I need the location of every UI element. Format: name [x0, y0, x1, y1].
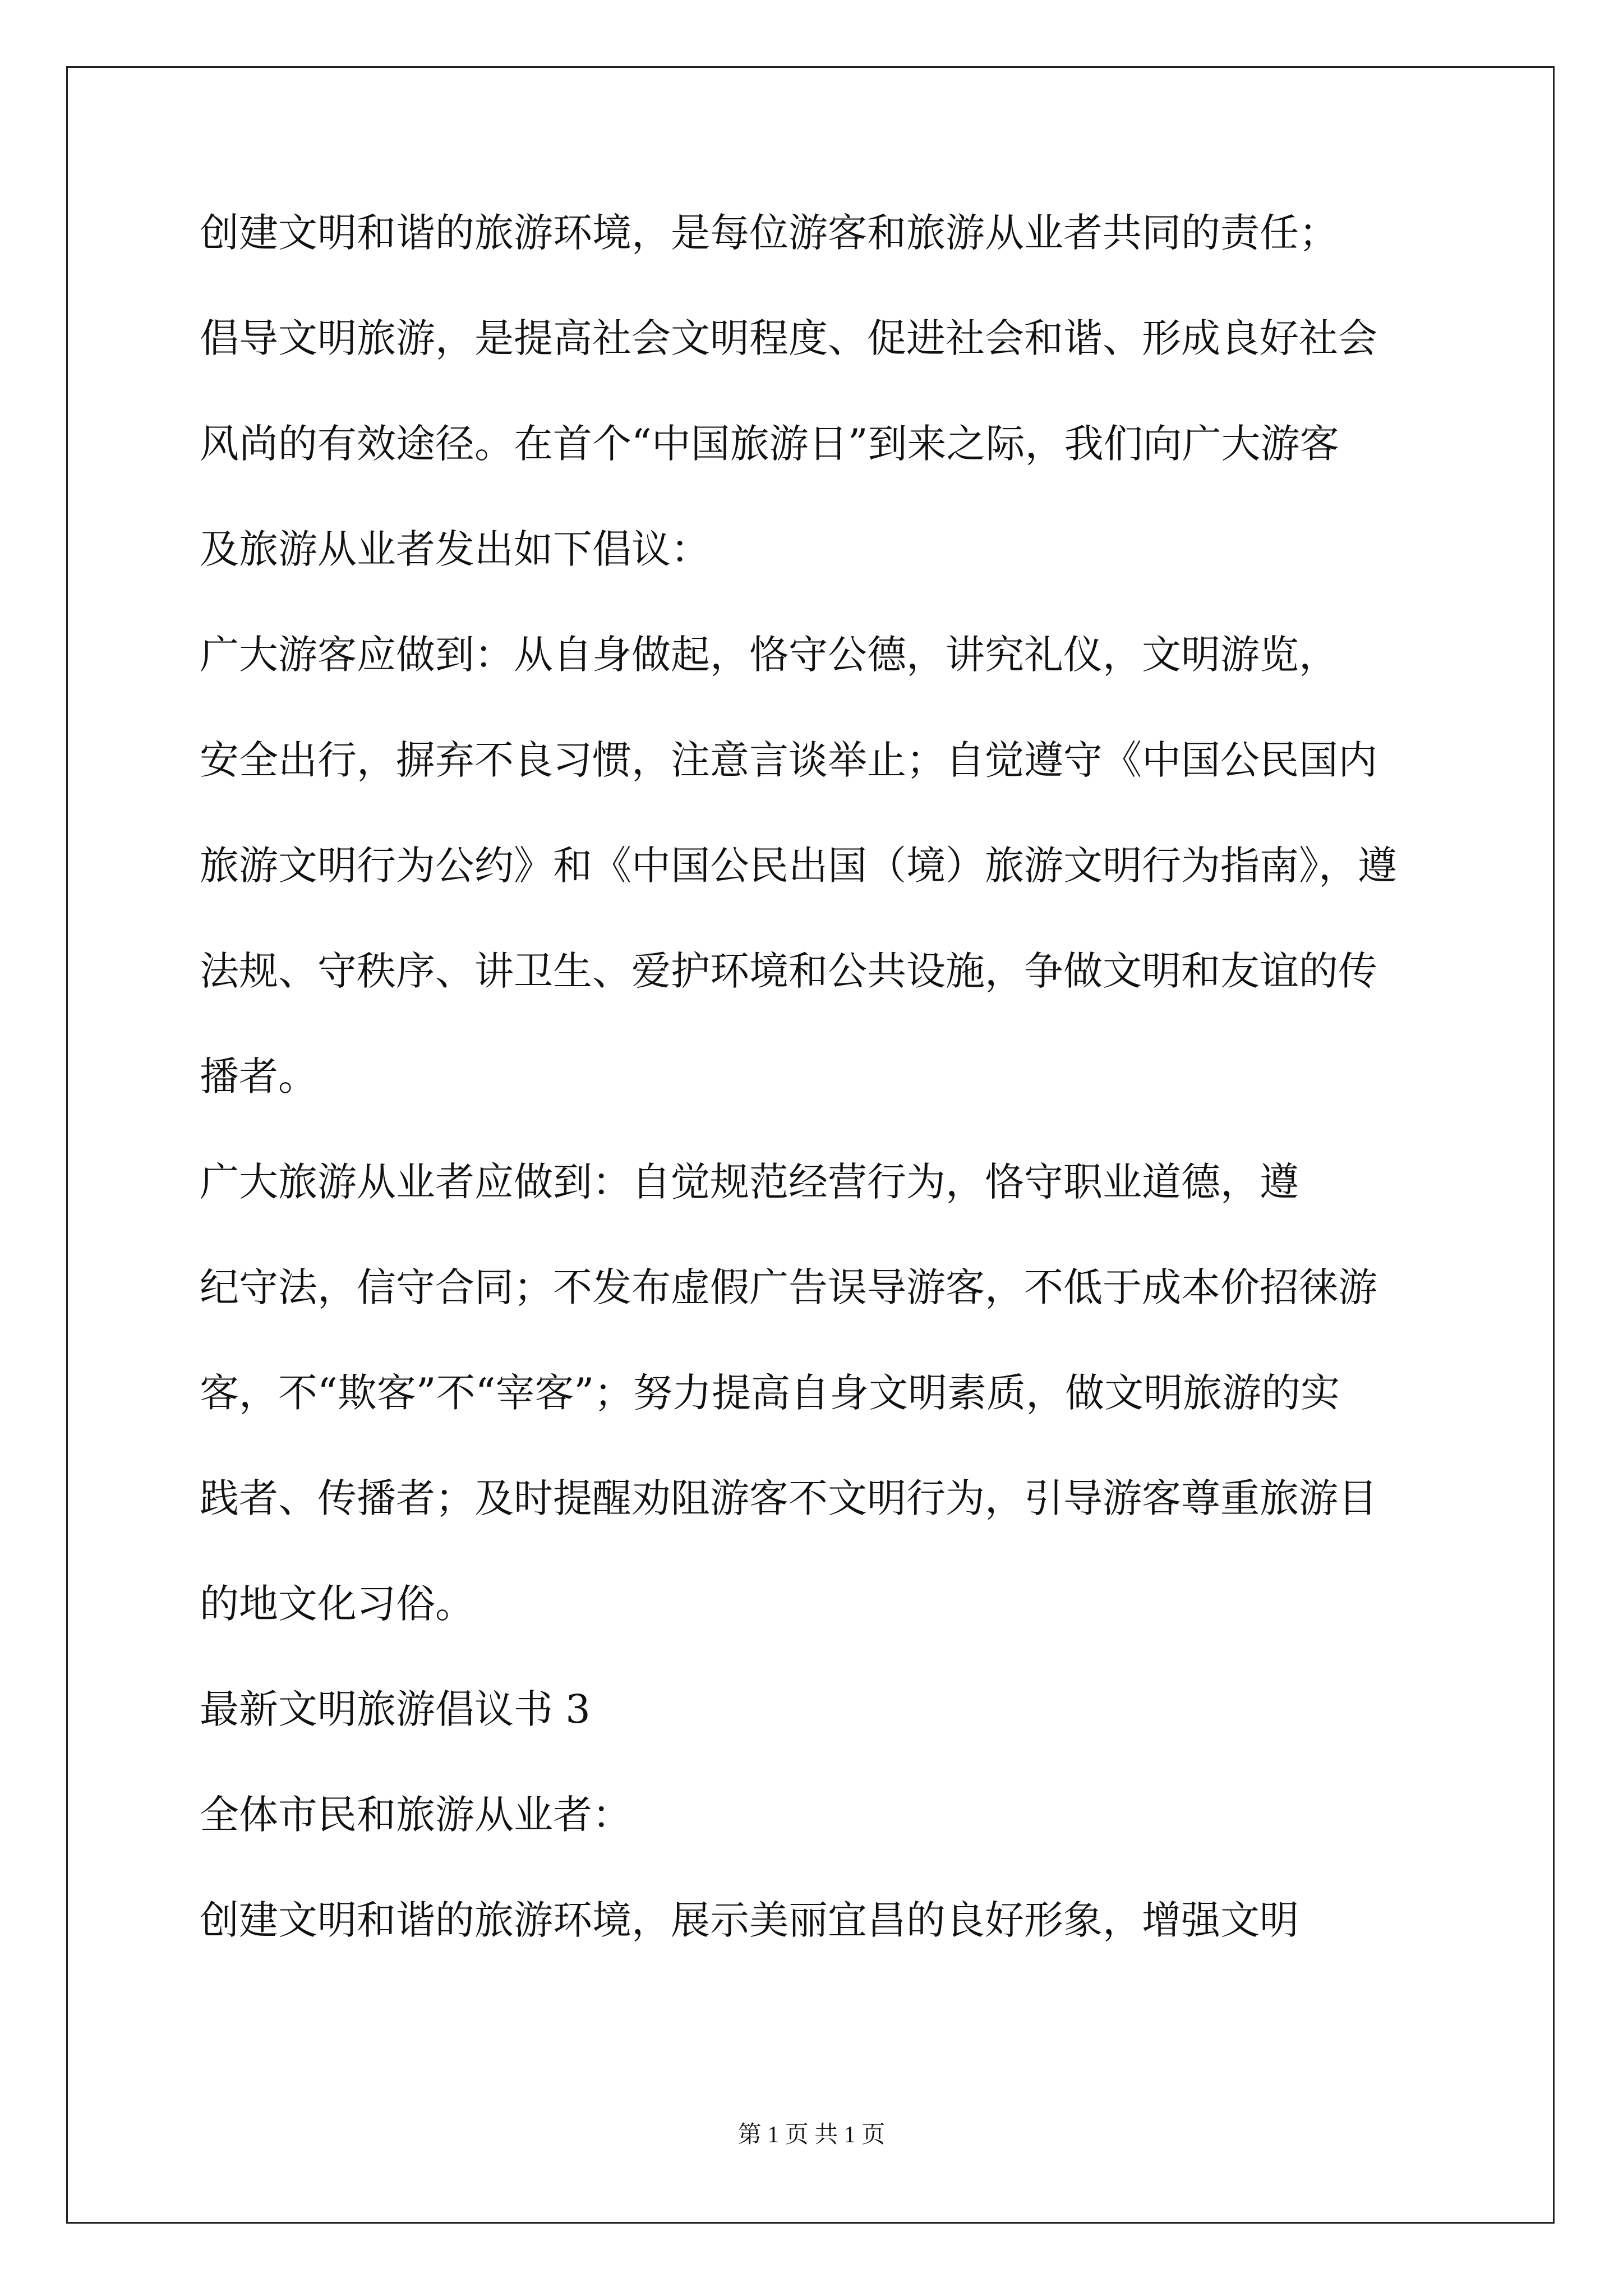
text-line: 安全出行，摒弃不良习惯，注意言谈举止；自觉遵守《中国公民国内 — [200, 737, 1377, 783]
text-line: 纪守法，信守合同；不发布虚假广告误导游客，不低于成本价招徕游 — [200, 1264, 1377, 1310]
text-line: 倡导文明旅游，是提高社会文明程度、促进社会和谐、形成良好社会 — [200, 315, 1377, 361]
text-line: 及旅游从业者发出如下倡议： — [200, 526, 710, 572]
text-line: 创建文明和谐的旅游环境，是每位游客和旅游从业者共同的责任； — [200, 210, 1338, 256]
section-heading: 最新文明旅游倡议书 3 — [200, 1686, 591, 1732]
text-line: 法规、守秩序、讲卫生、爱护环境和公共设施，争做文明和友谊的传 — [200, 948, 1377, 994]
text-line: 的地文化习俗。 — [200, 1581, 474, 1627]
text-line: 践者、传播者；及时提醒劝阻游客不文明行为，引导游客尊重旅游目 — [200, 1475, 1377, 1521]
text-line: 广大游客应做到：从自身做起，恪守公德，讲究礼仪，文明游览， — [200, 632, 1338, 678]
text-line: 播者。 — [200, 1053, 317, 1099]
page-number-footer: 第 1 页 共 1 页 — [737, 2122, 886, 2148]
salutation: 全体市民和旅游从业者： — [200, 1792, 631, 1838]
text-line: 旅游文明行为公约》和《中国公民出国（境）旅游文明行为指南》，遵 — [200, 843, 1397, 889]
text-line: 客，不“欺客”不“宰客”；努力提高自身文明素质，做文明旅游的实 — [200, 1370, 1340, 1416]
text-line: 风尚的有效途径。在首个“中国旅游日”到来之际，我们向广大游客 — [200, 421, 1339, 467]
text-line: 创建文明和谐的旅游环境，展示美丽宜昌的良好形象，增强文明 — [200, 1897, 1299, 1943]
text-line: 广大旅游从业者应做到：自觉规范经营行为，恪守职业道德，遵 — [200, 1159, 1299, 1205]
